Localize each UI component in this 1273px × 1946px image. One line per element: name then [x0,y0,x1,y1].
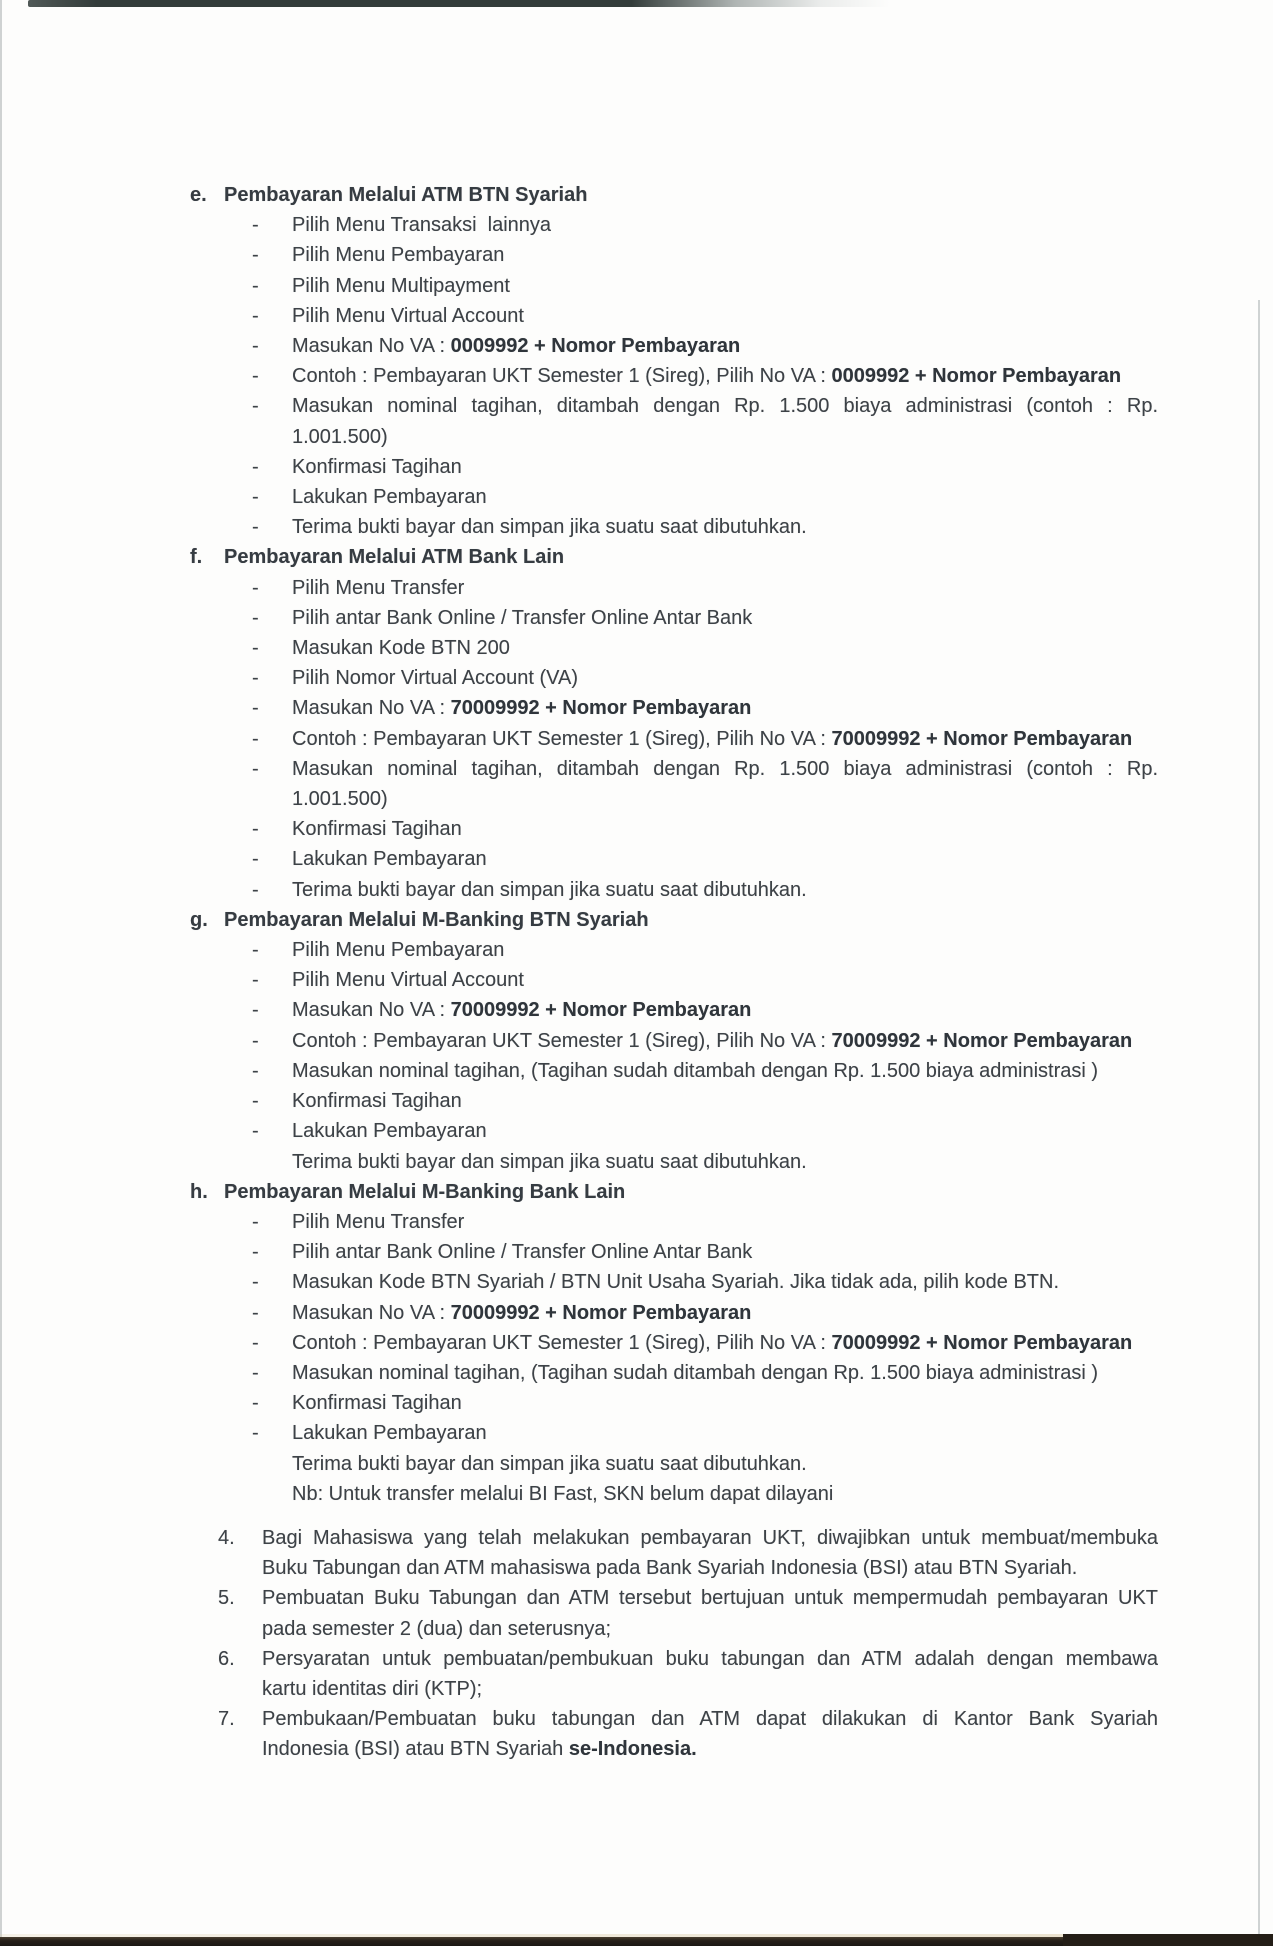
text-line [292,210,1158,240]
list-item [190,1479,1158,1509]
numbered-item [190,1523,1158,1583]
text-line [262,1674,1158,1704]
text-run: Masukan No VA : [292,697,451,720]
dash-bullet: - [252,667,259,690]
list-item [190,240,1158,270]
text-line [292,663,1158,693]
text-line [292,603,1158,633]
text-line [292,1418,1158,1448]
item-text [292,1449,1158,1479]
text-run: Pilih Menu Multipayment [292,274,510,297]
bold-text-run: 0009992 + Nomor Pembayaran [450,335,741,358]
dash-bullet: - [252,848,259,871]
section-heading [190,905,1158,935]
section-label: e. [190,184,207,206]
numbered-notes-list [190,1523,1158,1765]
item-text [292,301,1158,331]
item-text [292,1207,1158,1237]
section-title: Pembayaran Melalui ATM BTN Syariah [224,184,588,206]
text-line [262,1583,1158,1613]
list-item [190,1418,1158,1448]
list-item [190,1449,1158,1479]
item-text [292,271,1158,301]
item-text [292,693,1158,723]
list-item [190,965,1158,995]
list-item [190,301,1158,331]
dash-bullet: - [252,1210,259,1233]
list-item [190,361,1158,391]
text-line [292,1207,1158,1237]
text-line [262,1614,1158,1644]
list-item [190,1358,1158,1388]
dash-bullet: - [252,1392,259,1415]
section-label: h. [190,1180,208,1203]
item-text [292,844,1158,874]
bold-text-run: 70009992 + Nomor Pembayaran [831,727,1133,750]
text-run: Pilih Nomor Virtual Account (VA) [292,667,579,690]
text-line [292,784,1158,814]
list-item [190,1388,1158,1418]
list-item [190,1267,1158,1297]
text-run: Pilih Menu Transaksi lainnya [292,214,552,237]
list-item [190,331,1158,361]
text-run: Pilih antar Bank Online / Transfer Online Antar Bank [292,1241,753,1264]
list-item [190,693,1158,723]
text-line [292,1116,1158,1146]
list-item [190,875,1158,905]
item-text [292,1418,1158,1448]
text-run: Terima bukti bayar dan simpan jika suatu saat dibutuhkan. [292,878,807,901]
text-line [292,1328,1158,1358]
dash-bullet: - [252,1331,259,1354]
item-text [292,573,1158,603]
numbered-item [190,1583,1158,1643]
document-content [190,180,1158,1765]
text-line [292,754,1158,784]
dash-bullet: - [252,1120,259,1143]
item-text [292,995,1158,1025]
text-run: Lakukan Pembayaran [292,848,487,871]
numbered-item-text [262,1583,1158,1643]
section-heading [190,1177,1158,1207]
dash-bullet: - [252,395,259,418]
item-text [292,512,1158,542]
text-run: kartu identitas diri (KTP); [262,1677,483,1700]
bold-text-run: 70009992 + Nomor Pembayaran [450,999,752,1022]
text-line [292,271,1158,301]
text-run: Persyaratan untuk pembuatan/pembukuan buku tabungan dan ATM adalah dengan membawa [262,1647,1158,1670]
list-item [190,1328,1158,1358]
text-line [292,814,1158,844]
dash-bullet: - [252,1059,259,1082]
text-run: Pembuatan Buku Tabungan dan ATM tersebut bertujuan untuk mempermudah pembayaran UKT [262,1587,1158,1610]
text-line [292,1298,1158,1328]
text-run: Nb: Untuk transfer melalui BI Fast, SKN belum dapat dilayani [292,1482,834,1505]
dash-bullet: - [252,304,259,327]
list-item [190,1147,1158,1177]
dash-bullet: - [252,214,259,237]
dash-bullet: - [252,1029,259,1052]
item-text [292,210,1158,240]
payment-section [190,180,1158,542]
numbered-item-text [262,1704,1158,1764]
dash-bullet: - [252,637,259,660]
list-item [190,814,1158,844]
list-item [190,844,1158,874]
numbered-item-text [262,1523,1158,1583]
text-run: Indonesia (BSI) atau BTN Syariah [262,1738,569,1761]
text-line [292,995,1158,1025]
list-item [190,452,1158,482]
dash-bullet-empty [252,1479,292,1509]
dash-bullet: - [252,455,259,478]
item-text [292,935,1158,965]
list-item [190,603,1158,633]
list-item [190,1207,1158,1237]
dash-bullet: - [252,1090,259,1113]
text-run: Lakukan Pembayaran [292,1120,487,1143]
list-item [190,633,1158,663]
dash-bullet-empty [252,1449,292,1479]
text-line [262,1704,1158,1734]
text-run: Pilih antar Bank Online / Transfer Online Antar Bank [292,606,753,629]
item-text [292,391,1158,451]
scan-artifact-bottom-right [1063,1934,1273,1946]
dash-bullet: - [252,999,259,1022]
text-line [292,422,1158,452]
text-line [292,1479,1158,1509]
text-run: Terima bukti bayar dan simpan jika suatu saat dibutuhkan. [292,1150,807,1173]
item-text [292,1026,1158,1056]
text-line [292,935,1158,965]
item-text [292,633,1158,663]
item-text [292,1479,1158,1509]
item-text [292,1328,1158,1358]
text-run: Masukan Kode BTN Syariah / BTN Unit Usaha Syariah. Jika tidak ada, pilih kode BTN. [292,1271,1060,1294]
text-run: pada semester 2 (dua) dan seterusnya; [262,1617,612,1640]
item-text [292,724,1158,754]
item-text [292,331,1158,361]
list-item [190,1026,1158,1056]
bold-text-run: se-Indonesia. [568,1738,697,1761]
text-line [292,240,1158,270]
text-run: Konfirmasi Tagihan [292,1392,462,1415]
item-text [292,1116,1158,1146]
numbered-item [190,1644,1158,1704]
list-item [190,754,1158,814]
dash-bullet: - [252,757,259,780]
dash-bullet: - [252,727,259,750]
text-run: Masukan No VA : [292,335,451,358]
dash-bullet: - [252,274,259,297]
list-item [190,663,1158,693]
dash-bullet: - [252,244,259,267]
text-run: Masukan nominal tagihan, (Tagihan sudah ditambah dengan Rp. 1.500 biaya administrasi ) [292,1059,1099,1082]
text-line [292,391,1158,421]
text-run: Pilih Menu Transfer [292,576,465,599]
text-run: Pilih Menu Pembayaran [292,244,505,267]
item-text [292,1086,1158,1116]
numbered-item [190,1704,1158,1764]
list-item [190,210,1158,240]
text-run: Contoh : Pembayaran UKT Semester 1 (Sireg), Pilih No VA : [292,1331,832,1354]
text-line [262,1734,1158,1764]
dash-bullet: - [252,365,259,388]
text-run: Pilih Menu Pembayaran [292,939,505,962]
list-item [190,482,1158,512]
text-run: Contoh : Pembayaran UKT Semester 1 (Sireg), Pilih No VA : [292,1029,832,1052]
dash-bullet: - [252,486,259,509]
item-text [292,875,1158,905]
text-line [292,1147,1158,1177]
dash-bullet: - [252,939,259,962]
list-item [190,512,1158,542]
text-line [292,965,1158,995]
text-run: Pilih Menu Virtual Account [292,969,524,992]
item-text [292,603,1158,633]
dash-bullet: - [252,1271,259,1294]
text-line [292,633,1158,663]
item-text [292,1388,1158,1418]
text-run: Pembukaan/Pembuatan buku tabungan dan ATM dapat dilakukan di Kantor Bank Syariah [262,1708,1158,1731]
item-text [292,482,1158,512]
bold-text-run: 70009992 + Nomor Pembayaran [450,1301,752,1324]
text-run: Pilih Menu Transfer [292,1210,465,1233]
text-line [262,1553,1158,1583]
text-run: Contoh : Pembayaran UKT Semester 1 (Sireg), Pilih No VA : [292,727,832,750]
dash-bullet: - [252,818,259,841]
bold-text-run: 70009992 + Nomor Pembayaran [831,1029,1133,1052]
list-item [190,1298,1158,1328]
text-run: Konfirmasi Tagihan [292,455,462,478]
dash-bullet: - [252,1301,259,1324]
numbered-item-label: 7. [218,1708,235,1731]
text-line [292,452,1158,482]
scan-artifact-left-edge [0,0,2,1946]
text-run: Contoh : Pembayaran UKT Semester 1 (Sireg), Pilih No VA : [292,365,832,388]
item-text [292,1358,1158,1388]
text-run: Masukan No VA : [292,999,451,1022]
list-item [190,935,1158,965]
dash-bullet: - [252,969,259,992]
payment-section [190,542,1158,904]
text-line [292,1056,1158,1086]
payment-section [190,905,1158,1177]
numbered-item-label: 6. [218,1647,235,1670]
text-line [292,1358,1158,1388]
text-run: 1.001.500) [292,788,388,811]
section-title: Pembayaran Melalui M-Banking BTN Syariah [224,908,649,931]
item-text [292,240,1158,270]
text-line [292,301,1158,331]
text-line [292,1086,1158,1116]
text-run: Masukan nominal tagihan, ditambah dengan Rp. 1.500 biaya administrasi (contoh : Rp. [292,757,1158,780]
dash-bullet: - [252,516,259,539]
payment-method-sections [190,180,1158,1509]
section-heading [190,180,1158,210]
list-item [190,573,1158,603]
item-text [292,1147,1158,1177]
text-line [292,331,1158,361]
text-run: Buku Tabungan dan ATM mahasiswa pada Bank Syariah Indonesia (BSI) atau BTN Syariah. [262,1557,1078,1580]
text-run: Masukan No VA : [292,1301,451,1324]
numbered-item-label: 4. [218,1526,235,1549]
dash-bullet: - [252,576,259,599]
list-item [190,1056,1158,1086]
numbered-item-label: 5. [218,1587,235,1610]
text-run: 1.001.500) [292,425,388,448]
dash-bullet: - [252,606,259,629]
list-item [190,995,1158,1025]
text-run: Pilih Menu Virtual Account [292,304,524,327]
list-item [190,1086,1158,1116]
text-line [292,844,1158,874]
scan-artifact-top-bar [28,0,890,7]
item-text [292,814,1158,844]
dash-bullet: - [252,878,259,901]
text-run: Masukan nominal tagihan, ditambah dengan Rp. 1.500 biaya administrasi (contoh : Rp. [292,395,1158,418]
text-line [292,512,1158,542]
payment-section [190,1177,1158,1509]
numbered-item-text [262,1644,1158,1704]
text-run: Terima bukti bayar dan simpan jika suatu saat dibutuhkan. [292,1452,807,1475]
list-item [190,271,1158,301]
dash-bullet: - [252,1422,259,1445]
item-text [292,1237,1158,1267]
dash-bullet-empty [252,1147,292,1177]
text-run: Masukan Kode BTN 200 [292,637,510,660]
text-run: Konfirmasi Tagihan [292,1090,462,1113]
item-text [292,1056,1158,1086]
item-text [292,1298,1158,1328]
text-line [292,573,1158,603]
item-text [292,452,1158,482]
text-line [292,1237,1158,1267]
text-line [292,1388,1158,1418]
text-line [292,482,1158,512]
text-line [292,361,1158,391]
text-run: Lakukan Pembayaran [292,486,487,509]
list-item [190,391,1158,451]
text-line [292,1026,1158,1056]
bold-text-run: 0009992 + Nomor Pembayaran [831,365,1122,388]
dash-bullet: - [252,335,259,358]
item-text [292,754,1158,814]
section-title: Pembayaran Melalui M-Banking Bank Lain [224,1180,626,1203]
text-run: Terima bukti bayar dan simpan jika suatu saat dibutuhkan. [292,516,807,539]
text-run: Konfirmasi Tagihan [292,818,462,841]
section-heading [190,542,1158,572]
text-run: Lakukan Pembayaran [292,1422,487,1445]
dash-bullet: - [252,1361,259,1384]
text-line [292,1449,1158,1479]
text-line [292,1267,1158,1297]
text-line [292,693,1158,723]
section-label: g. [190,908,208,931]
bold-text-run: 70009992 + Nomor Pembayaran [831,1331,1133,1354]
item-text [292,663,1158,693]
dash-bullet: - [252,1241,259,1264]
text-run: Bagi Mahasiswa yang telah melakukan pembayaran UKT, diwajibkan untuk membuat/membuka [262,1526,1158,1549]
item-text [292,1267,1158,1297]
text-line [292,875,1158,905]
bold-text-run: 70009992 + Nomor Pembayaran [450,697,752,720]
list-item [190,1116,1158,1146]
section-title: Pembayaran Melalui ATM Bank Lain [224,546,565,569]
list-item [190,1237,1158,1267]
item-text [292,361,1158,391]
text-line [262,1644,1158,1674]
scan-artifact-right-edge [1258,300,1260,1946]
dash-bullet: - [252,697,259,720]
text-line [292,724,1158,754]
item-text [292,965,1158,995]
list-item [190,724,1158,754]
section-label: f. [190,546,203,569]
text-line [262,1523,1158,1553]
text-run: Masukan nominal tagihan, (Tagihan sudah ditambah dengan Rp. 1.500 biaya administrasi ) [292,1361,1099,1384]
